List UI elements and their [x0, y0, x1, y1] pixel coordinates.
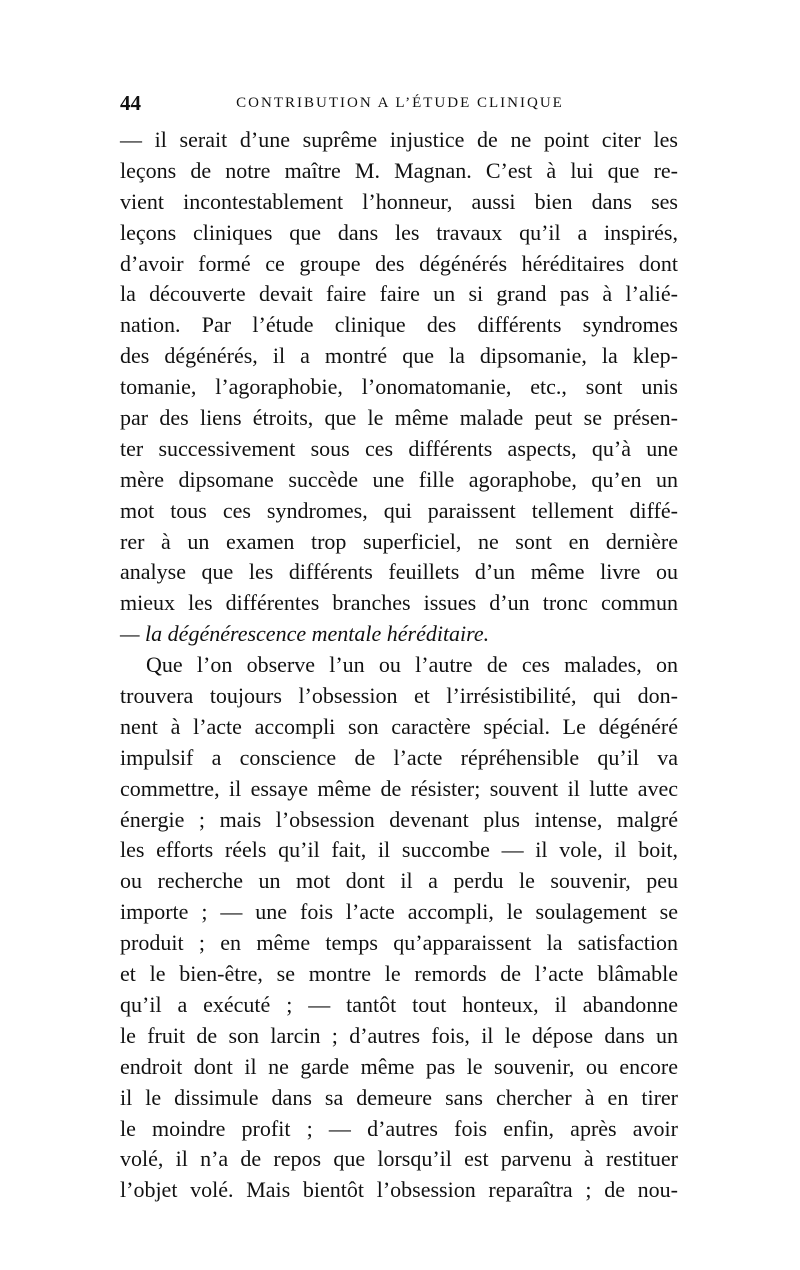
- text-line: qu’il a exécuté ; — tantôt tout honteux, il abandonne: [120, 991, 678, 1017]
- text-line: nation. Par l’étude clinique des différents syndromes: [120, 312, 678, 338]
- text-line: la découverte devait faire faire un si grand pas à l’alié-: [120, 281, 678, 307]
- text-line: endroit dont il ne garde même pas le souvenir, ou encore: [120, 1053, 678, 1079]
- text-line: Que l’on observe l’un ou l’autre de ces malades, on: [146, 652, 678, 678]
- text-line: il le dissimule dans sa demeure sans chercher à en tirer: [120, 1084, 678, 1110]
- text-line: par des liens étroits, que le même malade peut se présen-: [120, 405, 678, 431]
- text-line: et le bien-être, se montre le remords de l’acte blâmable: [120, 961, 678, 987]
- text-line: le moindre profit ; — d’autres fois enfin, après avoir: [120, 1115, 678, 1141]
- text-line: vient incontestablement l’honneur, aussi bien dans ses: [120, 188, 678, 214]
- text-line: rer à un examen trop superficiel, ne sont en dernière: [120, 528, 678, 554]
- text-line: le fruit de son larcin ; d’autres fois, il le dépose dans un: [120, 1022, 678, 1048]
- body-text: [120, 125, 678, 1206]
- text-line: produit ; en même temps qu’apparaissent la satisfaction: [120, 930, 678, 956]
- paragraph-1: [120, 125, 678, 650]
- page-number: 44: [120, 91, 141, 115]
- text-line: analyse que les différents feuillets d’un même livre ou: [120, 559, 678, 585]
- text-line: d’avoir formé ce groupe des dégénérés héréditaires dont: [120, 250, 678, 276]
- text-line: les efforts réels qu’il fait, il succombe — il vole, il boit,: [120, 837, 678, 863]
- text-line: mieux les différentes branches issues d’un tronc commun: [120, 590, 678, 616]
- text-line: impulsif a conscience de l’acte répréhensible qu’il va: [120, 744, 678, 770]
- page-header: [120, 90, 680, 116]
- text-line: leçons de notre maître M. Magnan. C’est à lui que re-: [120, 157, 678, 183]
- text-line: des dégénérés, il a montré que la dipsomanie, la klep-: [120, 343, 678, 369]
- text-line: énergie ; mais l’obsession devenant plus intense, malgré: [120, 806, 678, 832]
- text-line: commettre, il essaye même de résister; souvent il lutte avec: [120, 775, 678, 801]
- text-line: ter successivement sous ces différents aspects, qu’à une: [120, 435, 678, 461]
- text-line: tomanie, l’agoraphobie, l’onomatomanie, etc., sont unis: [120, 374, 678, 400]
- text-line: ou recherche un mot dont il a perdu le souvenir, peu: [120, 868, 678, 894]
- text-line: importe ; — une fois l’acte accompli, le soulagement se: [120, 899, 678, 925]
- text-line: volé, il n’a de repos que lorsqu’il est parvenu à restituer: [120, 1146, 678, 1172]
- text-line: mère dipsomane succède une fille agoraphobe, qu’en un: [120, 466, 678, 492]
- text-line-italic: — la dégénérescence mentale héréditaire.: [120, 621, 490, 647]
- text-line: leçons cliniques que dans les travaux qu’il a inspirés,: [120, 219, 678, 245]
- text-line: — il serait d’une suprême injustice de ne point citer les: [120, 127, 678, 152]
- paragraph-2: [120, 650, 678, 1206]
- text-line: nent à l’acte accompli son caractère spécial. Le dégénéré: [120, 713, 678, 739]
- text-line: mot tous ces syndromes, qui paraissent tellement diffé-: [120, 497, 678, 523]
- running-title: CONTRIBUTION A L’ÉTUDE CLINIQUE: [236, 95, 564, 111]
- text-line: l’objet volé. Mais bientôt l’obsession reparaîtra ; de nou-: [120, 1177, 678, 1203]
- text-line: trouvera toujours l’obsession et l’irrésistibilité, qui don-: [120, 683, 678, 709]
